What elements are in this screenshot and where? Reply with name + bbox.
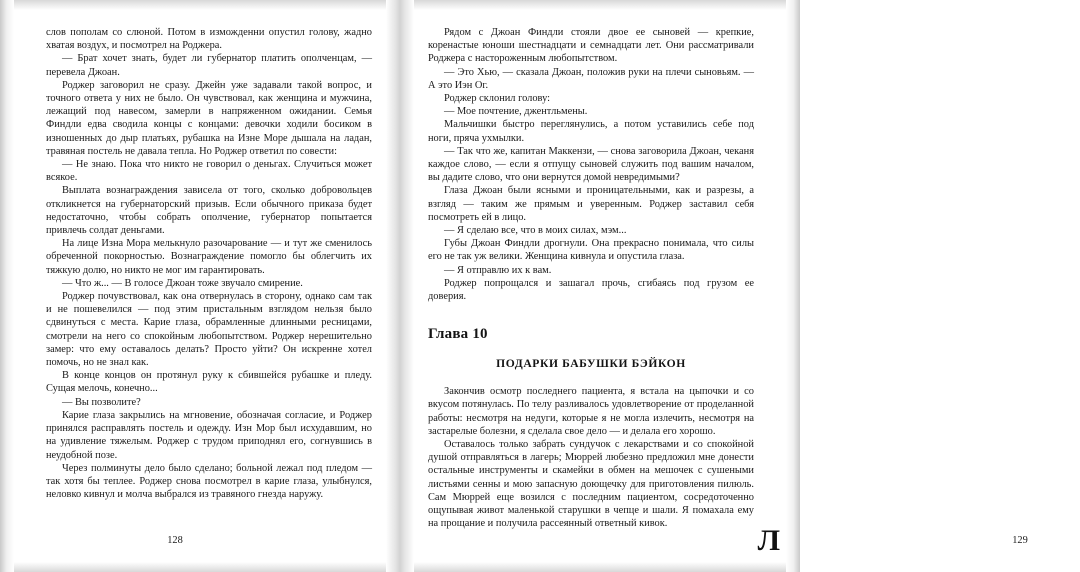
paragraph: Выплата вознаграждения зависела от того, сколько добровольцев откликнется на губернаторский призыв. Если обычного приказа будет недостаточно, чтобы собрать ополчение, губернатор попытается привлечь солдат деньгами.	[46, 185, 372, 237]
chapter-title: ПОДАРКИ БАБУШКИ БЭЙКОН	[496, 357, 686, 371]
paragraph: — Вы позволите?	[62, 396, 141, 408]
paragraph: Мальчишки быстро переглянулись, а потом уставились себе под ноги, пряча ухмылки.	[428, 119, 754, 144]
paragraph: Рядом с Джоан Финдли стояли двое ее сыновей — крепкие, коренастые юноши шестнадцати и семнадцати лет. Они рассматривали Роджера с настороженным любопытством.	[428, 27, 754, 65]
paragraph: слов пополам со слюной. Потом в изможденни опустил голову, жадно хватая воздух, и посмотрел на Роджера.	[46, 27, 372, 52]
paragraph: — Так что же, капитан Маккензи, — снова заговорила Джоан, чеканя каждое слово, — если я отпущу сыновей служить под вашим началом, вы дадите слово, что они вернутся домой невредимыми?	[428, 145, 754, 184]
paragraph: В конце концов он протянул руку к сбившейся рубашке и пледу. Сущая мелочь, конечно...	[46, 370, 372, 395]
paragraph: — Брат хочет знать, будет ли губернатор платить ополченцам, — перевела Джоан.	[46, 53, 372, 78]
paragraph: — Не знаю. Пока что никто не говорил о деньгах. Случиться может всякое.	[46, 159, 372, 184]
page-number-left: 128	[167, 535, 183, 546]
paragraph: — Это Хью, — сказала Джоан, положив руки на плечи сыновьям. — А это Иэн Ог.	[428, 66, 754, 91]
paragraph: Карие глаза закрылись на мгновение, обозначая согласие, и Роджер принялся расправлять постель и одежду. Изн Мор был исхудавшим, но на удивление тяжелым. Роджер с трудом приподнял его, согнувшись в неудобной позе.	[46, 409, 372, 461]
left-page	[0, 0, 400, 572]
right-page	[400, 0, 1028, 572]
paragraph: На лице Изна Мора мелькнуло разочарование — и тут же сменилось обреченной покорностью. Вознаграждение помогло бы облегчить их тяжкую долю, но никто не мог им гарантировать.	[46, 238, 372, 276]
paragraph: Роджер почувствовал, как она отвернулась в сторону, однако сам так и не пошевелился — под этим пристальным взглядом нельзя было сдвинуться с места. Карие глаза, обрамленные длинными ресницами, смотрели на него со спокойным любопытством. Роджер нерешительно замер: что ему оставалось делать? Просто уйти? Он искренне хотел помочь, но не знал как.	[46, 291, 372, 369]
paragraph: Роджер заговорил не сразу. Джейн уже задавали такой вопрос, и точного ответа у них не было. Он чувствовал, как женщина и мужчина, лежащий под навесом, замерли в напряженном ожидании. Семья Финдли едва сводила концы с концами: девочки ходили босиком в изношенных до дыр платьях, рубашка на Изне Море дышала на ладан, травяная постель не давала тепла. Но Роджер ответил по совести:	[46, 79, 372, 157]
paragraph: Губы Джоан Финдли дрогнули. Она прекрасно понимала, что силы его не так уж велики. Женщина кивнула и опустила глаза.	[428, 238, 754, 263]
paragraph: Роджер попрощался и зашагал прочь, сгибаясь под грузом ее доверия.	[428, 277, 754, 303]
chapter-number: Глава 10	[428, 326, 488, 343]
paragraph: — Что ж... — В голосе Джоан тоже звучало смирение.	[62, 277, 303, 289]
right-page-text-after-chapter	[428, 385, 754, 530]
paragraph: Роджер склонил голову:	[444, 93, 551, 105]
paragraph: Оставалось только забрать сундучок с лекарствами и со спокойной душой отправляться в лагерь; Мюррей любезно предложил мне донести остальные инструменты и скамейки в обмен на мешочек с сушеными листьями сенны и мою запасную доющечку для приготовления пилюль. Сам Мюррей еще возился с последним пациентом, сосредоточенно ощупывая живот маленькой старушки в чепце и шали. Я помахала ему на прощание и получила рассеянный ответный кивок.	[428, 439, 754, 530]
page-number-right: 129	[1012, 535, 1028, 546]
paragraph: Закончив осмотр последнего пациента, я встала на цыпочки и со вкусом потянулась. По телу разливалось удовлетворение от проделанной работы: несмотря на недуги, которые я не могла излечить, несмотря на застарелые болезни, я сделала свое дело — и делала его хорошо.	[428, 386, 754, 437]
publisher-logo: Л	[757, 524, 780, 557]
paragraph: — Я сделаю все, что в моих силах, мэм...	[444, 225, 627, 237]
left-page-text	[46, 26, 372, 501]
paragraph: Глаза Джоан были ясными и проницательными, как и разрезы, а взгляд — таким же прямым и уверенным. Роджер заставил себя посмотреть ей в лицо.	[428, 185, 754, 223]
chapter-heading	[428, 325, 754, 371]
paragraph: Через полминуты дело было сделано; больной лежал под пледом — так хотя бы теплее. Роджер снова посмотрел в карие глаза, улыбнулся, неловко кивнул и молча выбрался из травяного гнезда наружу.	[46, 462, 372, 501]
paragraph: — Я отправлю их к вам.	[444, 264, 552, 276]
paragraph: — Мое почтение, джентльмены.	[444, 106, 588, 118]
right-page-text-before-chapter	[428, 26, 754, 303]
